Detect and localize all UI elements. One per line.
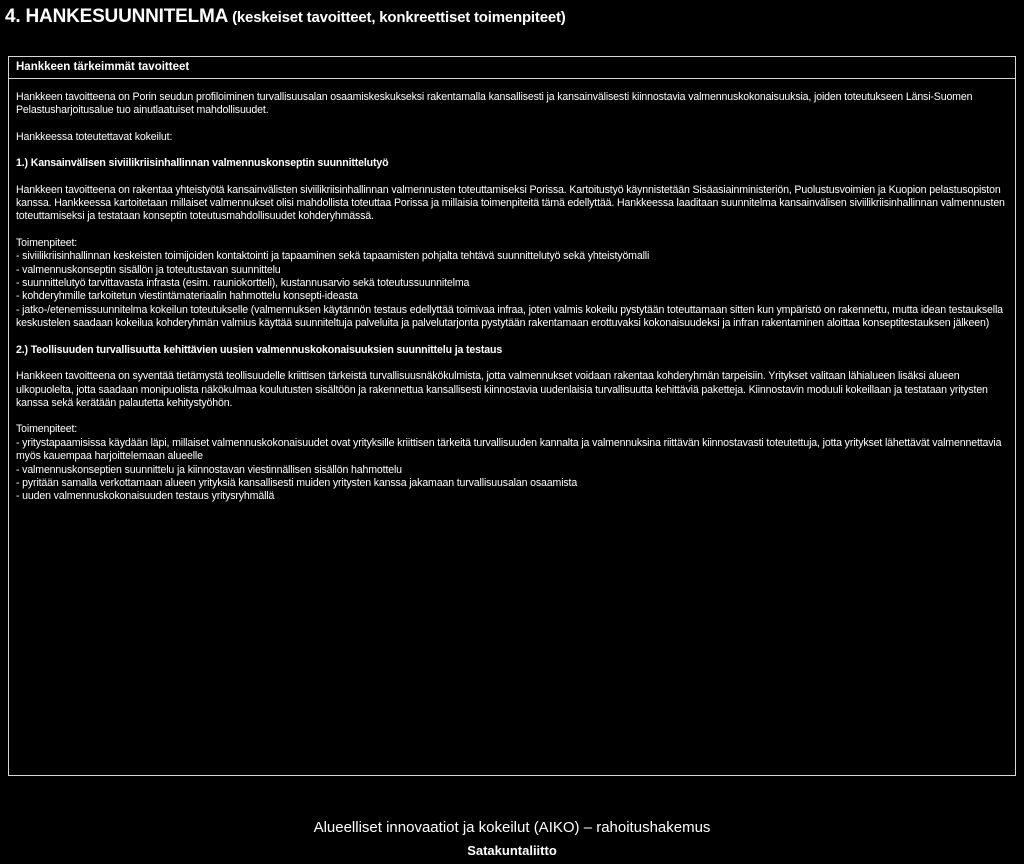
intro-paragraph: Hankkeen tavoitteena on Porin seudun profiloiminen turvallisuusalan osaamiskeskukseksi rakentamalla kansallisesti ja kansainvälisesti kiinnostavia valmennuskokonaisuuksia, joiden toteutukseen Länsi-Suomen Pelastusharjoitusalue tuo ainutlaatuiset mahdollisuudet. bbox=[16, 91, 973, 117]
actions1-label: Toimenpiteet: bbox=[16, 236, 78, 249]
pilots-label: Hankkeessa toteutettavat kokeilut: bbox=[16, 130, 173, 143]
footer-program-title: Alueelliset innovaatiot ja kokeilut (AIKO) – rahoitushakemus bbox=[313, 819, 711, 836]
pilot2-paragraph: Hankkeen tavoitteena on syventää tietämystä teollisuudelle kriittisen tärkeistä turvallisuusnäkökulmista, jotta valmennukset voidaan rakentaa kohderyhmän tarpeisiin. Yritykset valitaan lähialueen lisäksi alueen ulkopuolelta, jotta saadaan monipuolista näkökulmaa koulutusten sisältöön ja rakennettua kansallisesti kiinnostavia uudenlaisia turvallisuutta kehittäviä paketteja. Kiinnostavin moduuli kokeillaan ja testataan yritysten kanssa sekä kerätään palautetta kehitystyöhön. bbox=[16, 370, 988, 409]
goals-box-body bbox=[9, 79, 1015, 504]
footer-organization: Satakuntaliitto bbox=[467, 843, 557, 858]
section-subtitle: (keskeiset tavoitteet, konkreettiset toimenpiteet) bbox=[228, 9, 566, 26]
section-title: 4. HANKESUUNNITELMA bbox=[5, 6, 229, 27]
list-item: - siviilikriisinhallinnan keskeisten toimijoiden kontaktointi ja tapaaminen sekä tapaamisten pohjalta tehtävä suunnittelutyö sekä yhteistyömalli bbox=[16, 250, 1005, 263]
list-item: - valmennuskonseptin sisällön ja toteutustavan suunnittelu bbox=[16, 264, 1005, 277]
actions1-list bbox=[16, 250, 1005, 330]
list-item: - kohderyhmille tarkoitetun viestintämateriaalin hahmottelu konsepti-ideasta bbox=[16, 290, 1005, 303]
list-item: - yritystapaamisissa käydään läpi, millaiset valmennuskokonaisuudet ovat yrityksille kriittisen tärkeitä turvallisuuden kannalta ja valmennuksina riittävän kiinnostavasti toteutettuja, jotta yritykset lähettävät valmennettavia myös kauempaa harjoittelemaan alueelle bbox=[16, 437, 1005, 464]
goals-box-header: Hankkeen tärkeimmät tavoitteet bbox=[9, 57, 1015, 79]
pilot1-title: 1.) Kansainvälisen siviilikriisinhallinnan valmennuskonseptin suunnittelutyö bbox=[16, 157, 389, 170]
list-item: - uuden valmennuskokonaisuuden testaus yritysryhmällä bbox=[16, 490, 1005, 503]
list-item: - pyritään samalla verkottamaan alueen yrityksiä kansallisesti muiden yritysten kanssa jakamaan turvallisuusalan osaamista bbox=[16, 477, 1005, 490]
section-heading bbox=[5, 6, 566, 28]
actions2-label: Toimenpiteet: bbox=[16, 423, 78, 436]
list-item: - jatko-/etenemissuunnitelma kokeilun toteutukselle (valmennuksen käytännön testaus edellyttää toimivaa infraa, joten valmis kokeilu pystytään toteuttamaan sitten kun ympäristö on rakennettu, mutta idean testauksella keskustelen saadaan kokeilua kohderyhmän valmius käyttää suunniteltuja palveluita ja palvelutarjonta pystytään rakentamaan erottuvaksi kokonaisuudeksi ja infran rakentaminen aloittaa konseptitestauksen jälkeen) bbox=[16, 304, 1005, 331]
actions2-list bbox=[16, 437, 1005, 504]
goals-box bbox=[8, 56, 1016, 776]
list-item: - valmennuskonseptien suunnittelu ja kiinnostavan viestinnällisen sisällön hahmottelu bbox=[16, 464, 1005, 477]
list-item: - suunnittelutyö tarvittavasta infrasta (esim. rauniokortteli), kustannusarvio sekä toteutussuunnitelma bbox=[16, 277, 1005, 290]
pilot1-paragraph: Hankkeen tavoitteena on rakentaa yhteistyötä kansainvälisten siviilikriisinhallinnan valmennusten toteuttamiseksi Porissa. Kartoitustyö käynnistetään Sisäasiainministeriön, Puolustusvoimien ja Kuopion pelastusopiston kanssa. Hankkeessa kartoitetaan millaiset valmennukset olisi mahdollista toteuttaa Porissa ja millaisia toimenpiteitä tämä edellyttää. Hankkeessa laaditaan suunnitelma kansainvälisen siviilikriisinhallinnan valmennusten toteuttamiseksi ja testataan konseptin toteutusmahdollisuudet kohderyhmässä. bbox=[16, 183, 1005, 223]
pilot2-title: 2.) Teollisuuden turvallisuutta kehittävien uusien valmennuskokonaisuuksien suunnittelu ja testaus bbox=[16, 343, 503, 356]
